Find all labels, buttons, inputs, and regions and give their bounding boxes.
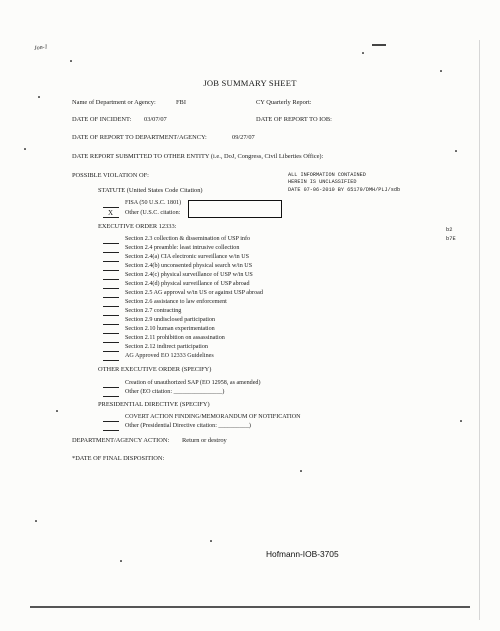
other-eo-item-label: Creation of unauthorized SAP (EO 12958, as amended) bbox=[125, 380, 261, 386]
eo-item-label: Section 2.6 assistance to law enforcement bbox=[125, 299, 227, 305]
dept-action-label: DEPARTMENT/AGENCY ACTION: bbox=[72, 437, 170, 444]
department-label: Name of Department or Agency: bbox=[72, 99, 156, 106]
other-eo-heading: OTHER EXECUTIVE ORDER (SPECIFY) bbox=[98, 366, 212, 373]
scan-speck bbox=[455, 150, 457, 152]
exemption-code: b2 bbox=[446, 227, 453, 233]
executive-order-heading: EXECUTIVE ORDER 12333: bbox=[98, 223, 177, 230]
page-edge-shadow bbox=[479, 40, 480, 620]
eo-item-label: Section 2.9 undisclosed participation bbox=[125, 317, 216, 323]
dept-action-value: Return or destroy bbox=[182, 437, 227, 444]
date-of-incident-value: 03/07/07 bbox=[144, 116, 167, 123]
possible-violation-label: POSSIBLE VIOLATION OF: bbox=[72, 172, 149, 179]
statute-item bbox=[103, 205, 181, 217]
page-bottom-edge bbox=[30, 606, 470, 608]
eo-item-label: Section 2.4(a) CIA electronic surveillance w/in US bbox=[125, 254, 250, 260]
exemption-code: b7E bbox=[446, 236, 456, 242]
eo-item-label: AG Approved EO 12333 Guidelines bbox=[125, 353, 214, 359]
scan-speck bbox=[56, 410, 58, 412]
date-report-dept-label: DATE OF REPORT TO DEPARTMENT/AGENCY: bbox=[72, 134, 207, 141]
corner-ink-mark bbox=[372, 44, 386, 46]
scan-speck bbox=[24, 148, 26, 150]
eo-item-label: Section 2.4(c) physical surveillance of USP w/in US bbox=[125, 272, 253, 278]
eo-item-label: Section 2.11 prohibition on assassination bbox=[125, 335, 225, 341]
presidential-directive-item-label: COVERT ACTION FINDING/MEMORANDUM OF NOTIFICATION bbox=[125, 414, 301, 420]
eo-item bbox=[103, 240, 239, 249]
eo-item bbox=[103, 267, 253, 276]
eo-item bbox=[103, 285, 263, 294]
scan-speck bbox=[120, 560, 122, 562]
eo-item bbox=[103, 258, 252, 267]
check-line bbox=[103, 390, 119, 397]
stamp-line: DATE 07-06-2010 BY 65179/DMH/PLJ/sdb bbox=[288, 186, 401, 193]
scan-speck bbox=[38, 96, 40, 98]
eo-item bbox=[103, 348, 214, 357]
date-submitted-label: DATE REPORT SUBMITTED TO OTHER ENTITY (i.e., DoJ, Congress, Civil Liberties Office): bbox=[72, 153, 324, 160]
eo-item-label: Section 2.4(b) unconsented physical search w/in US bbox=[125, 263, 253, 269]
quarterly-report-label: CY Quarterly Report: bbox=[256, 99, 312, 106]
eo-item-label: Section 2.10 human experimentation bbox=[125, 326, 215, 332]
statute-item bbox=[103, 195, 181, 204]
eo-item-label: Section 2.12 indirect participation bbox=[125, 344, 208, 350]
other-eo-item bbox=[103, 375, 261, 384]
presidential-directive-item bbox=[103, 418, 251, 427]
check-line bbox=[103, 424, 119, 431]
scan-speck bbox=[460, 420, 462, 422]
department-value: FBI bbox=[176, 99, 186, 106]
scan-speck bbox=[300, 470, 302, 472]
other-eo-item-label: Other (EO citation: ________________) bbox=[125, 389, 225, 395]
eo-item-label: Section 2.4 preamble: least intrusive collection bbox=[125, 245, 240, 251]
scan-speck bbox=[440, 70, 442, 72]
eo-item bbox=[103, 231, 250, 240]
declassification-stamp bbox=[288, 172, 400, 194]
citation-entry-box bbox=[188, 200, 282, 218]
document-id: Hofmann-IOB-3705 bbox=[266, 549, 339, 559]
eo-item bbox=[103, 303, 181, 312]
statute-heading: STATUTE (United States Code Citation) bbox=[98, 187, 203, 194]
handwritten-corner-mark: Jon-1 bbox=[33, 44, 49, 52]
eo-item bbox=[103, 276, 250, 285]
statute-item-label: Other (U.S.C. citation: bbox=[125, 210, 181, 216]
date-report-dept-value: 09/27/07 bbox=[232, 134, 255, 141]
stamp-line: ALL INFORMATION CONTAINED bbox=[288, 172, 366, 178]
eo-item bbox=[103, 321, 215, 330]
presidential-directive-heading: PRESIDENTIAL DIRECTIVE (SPECIFY) bbox=[98, 401, 210, 408]
scan-speck bbox=[35, 520, 37, 522]
eo-item bbox=[103, 339, 208, 348]
check-line bbox=[103, 211, 119, 218]
final-disposition-label: *DATE OF FINAL DISPOSITION: bbox=[72, 455, 165, 462]
eo-item-label: Section 2.3 collection & dissemination of USP info bbox=[125, 236, 251, 242]
scan-speck bbox=[210, 540, 212, 542]
other-eo-item bbox=[103, 384, 224, 393]
date-of-incident-label: DATE OF INCIDENT: bbox=[72, 116, 132, 123]
date-report-iob-label: DATE OF REPORT TO IOB: bbox=[256, 116, 332, 123]
scan-speck bbox=[362, 52, 364, 54]
eo-item bbox=[103, 249, 249, 258]
eo-item bbox=[103, 330, 225, 339]
statute-item-label: FISA (50 U.S.C. 1801) bbox=[125, 200, 182, 206]
eo-item-label: Section 2.4(d) physical surveillance of USP abroad bbox=[125, 281, 250, 287]
presidential-directive-item bbox=[103, 409, 301, 418]
page-title: JOB SUMMARY SHEET bbox=[203, 78, 297, 88]
presidential-directive-item-label: Other (Presidential Directive citation: __________) bbox=[125, 423, 251, 429]
check-mark: X bbox=[108, 209, 114, 217]
scan-speck bbox=[70, 60, 72, 62]
eo-item-label: Section 2.5 AG approval w/in US or against USP abroad bbox=[125, 290, 263, 296]
stamp-line: HEREIN IS UNCLASSIFIED bbox=[288, 179, 357, 186]
exemption-codes bbox=[446, 226, 456, 244]
eo-item bbox=[103, 294, 227, 303]
check-line bbox=[103, 354, 119, 361]
eo-item bbox=[103, 312, 215, 321]
eo-item-label: Section 2.7 contracting bbox=[125, 308, 182, 314]
